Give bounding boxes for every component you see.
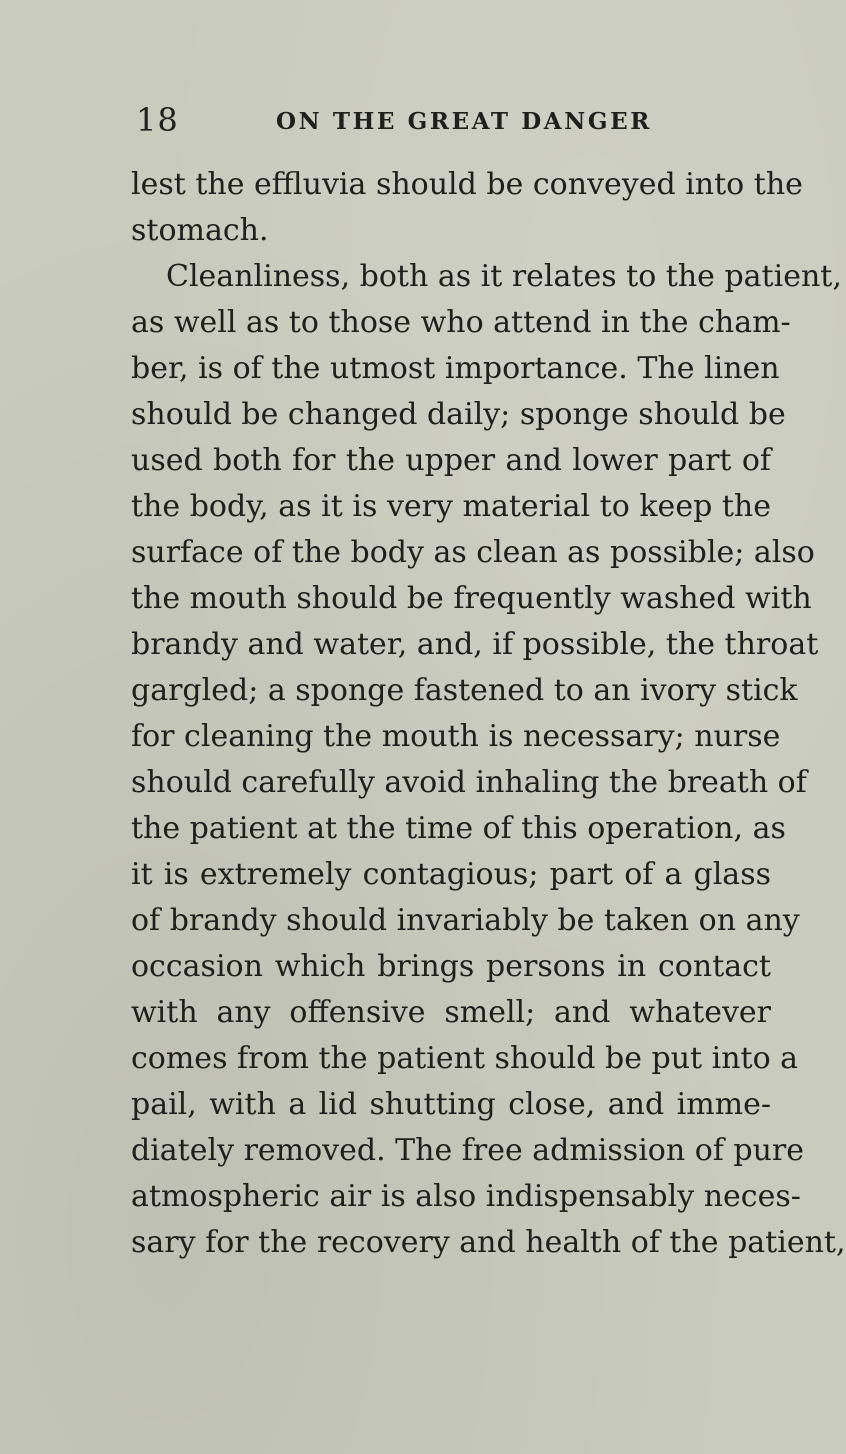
- text-line: for cleaning the mouth is necessary; nurse: [131, 719, 781, 754]
- text-line: the body, as it is very material to keep the: [131, 489, 771, 524]
- text-line: stomach.: [131, 213, 269, 248]
- text-line: gargled; a sponge fastened to an ivory stick: [131, 673, 798, 708]
- text-line: lest the effluvia should be conveyed into the: [131, 167, 803, 202]
- text-line: of brandy should invariably be taken on any: [131, 903, 800, 938]
- text-line: with any offensive smell; and whatever: [131, 995, 771, 1030]
- body-text: [131, 162, 846, 1266]
- text-line: occasion which brings persons in contact: [131, 949, 771, 984]
- page-number: 18: [136, 101, 179, 139]
- text-line: comes from the patient should be put into a: [131, 1041, 799, 1076]
- text-line: should be changed daily; sponge should be: [131, 397, 786, 432]
- text-line: surface of the body as clean as possible; also: [131, 535, 815, 570]
- text-line: the mouth should be frequently washed with: [131, 581, 812, 616]
- text-line: atmospheric air is also indispensably neces-: [131, 1179, 801, 1214]
- text-line: it is extremely contagious; part of a glass: [131, 857, 771, 892]
- text-line: used both for the upper and lower part of: [131, 443, 771, 478]
- text-line: brandy and water, and, if possible, the throat: [131, 627, 819, 662]
- text-line: the patient at the time of this operation, as: [131, 811, 786, 846]
- text-line: pail, with a lid shutting close, and imme-: [131, 1087, 771, 1122]
- running-head: ON THE GREAT DANGER: [276, 108, 652, 135]
- text-line: as well as to those who attend in the cham-: [131, 305, 791, 340]
- page-header: [128, 100, 728, 144]
- text-line: should carefully avoid inhaling the breath of: [131, 765, 807, 800]
- text-line: Cleanliness, both as it relates to the patient,: [166, 259, 842, 294]
- text-line: sary for the recovery and health of the patient,: [131, 1225, 846, 1260]
- text-line: ber, is of the utmost importance. The linen: [131, 351, 780, 386]
- text-line: diately removed. The free admission of pure: [131, 1133, 805, 1168]
